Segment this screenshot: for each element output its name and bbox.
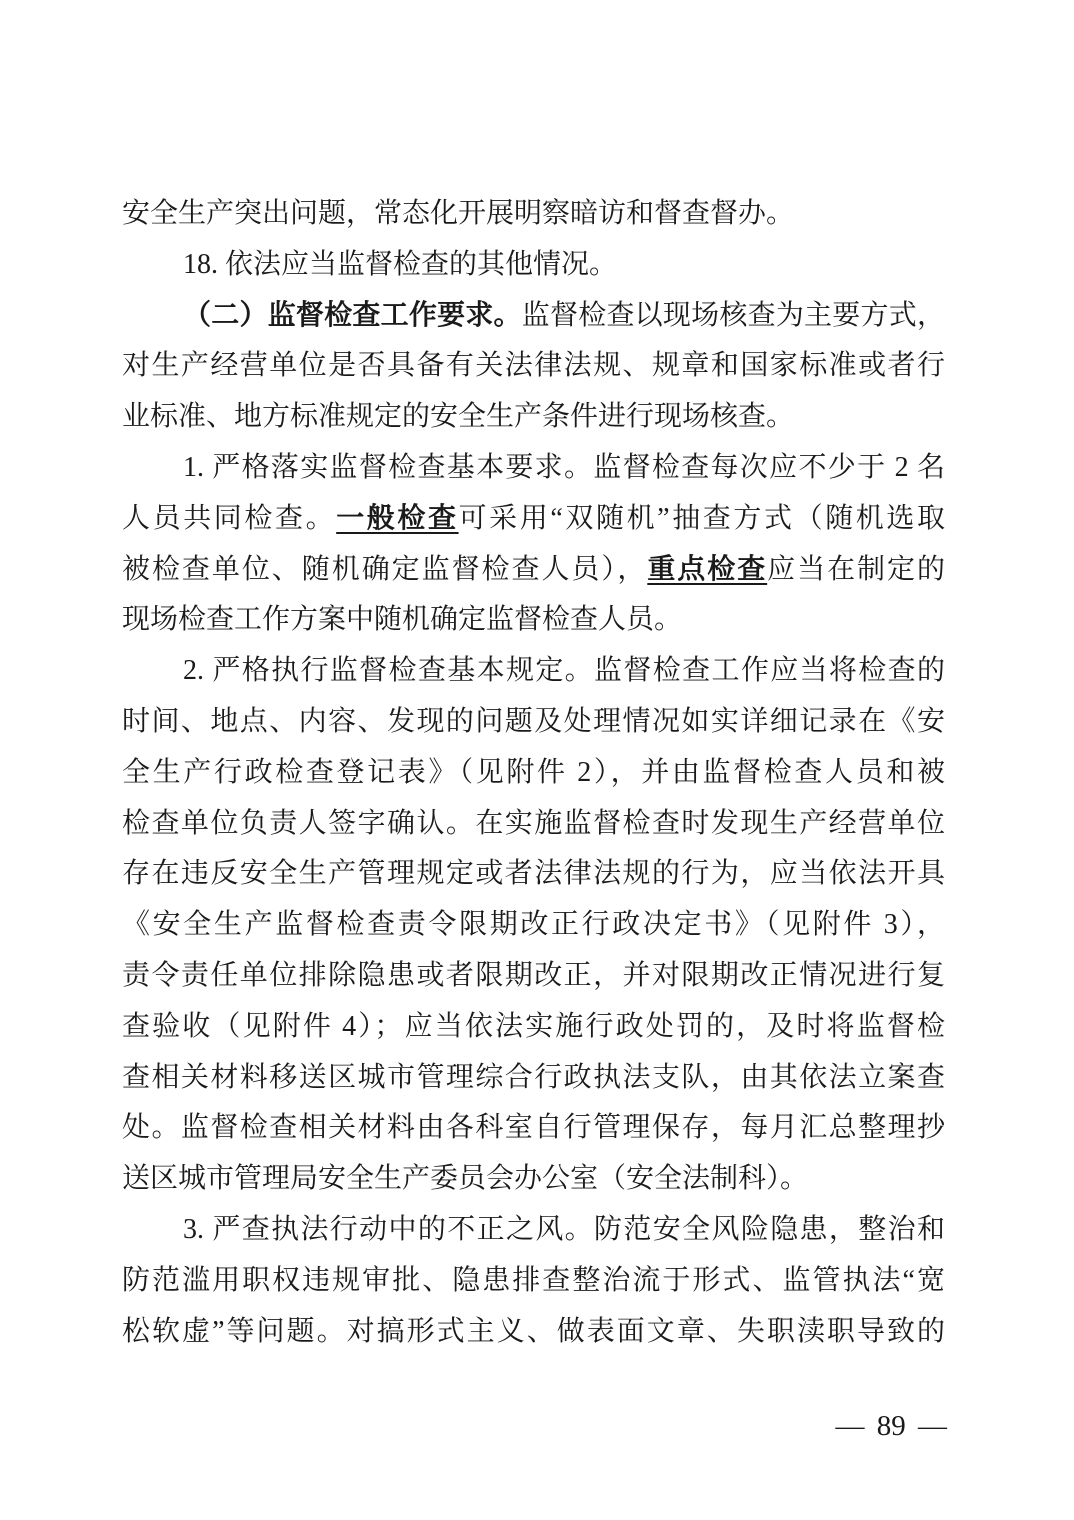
- text-line: [122, 1002, 945, 1053]
- text-line: [122, 189, 945, 240]
- text-line: [122, 240, 945, 291]
- page-number: — 89 —: [835, 1410, 947, 1442]
- text-run: 《安全生产监督检查责令限期改正行政决定书》（见附件 3），: [122, 909, 945, 941]
- text-line: [122, 392, 945, 443]
- text-run: 监督检查以现场核查为主要方式，: [521, 299, 945, 331]
- text-line: [122, 1103, 945, 1154]
- text-line: [122, 341, 945, 392]
- text-line: [122, 1154, 945, 1205]
- document-text-block: [122, 189, 945, 1357]
- text-run: 防范滥用职权违规审批、隐患排查整治流于形式、监管执法“宽: [122, 1264, 945, 1296]
- text-run: 处。监督检查相关材料由各科室自行管理保存，每月汇总整理抄: [122, 1112, 945, 1144]
- emphasis-run: 一般检查: [336, 502, 459, 534]
- text-line: [122, 1307, 945, 1358]
- text-line: [122, 900, 945, 951]
- text-line: [122, 1053, 945, 1104]
- text-line: [122, 799, 945, 850]
- text-line: [122, 646, 945, 697]
- text-run: 安全生产突出问题，常态化开展明察暗访和督查督办。: [122, 198, 795, 229]
- text-run: 查相关材料移送区城市管理综合行政执法支队，由其依法立案查: [122, 1061, 945, 1093]
- text-run: 现场检查工作方案中随机确定监督检查人员。: [122, 604, 683, 636]
- text-line: [122, 951, 945, 1002]
- text-run: 3. 严查执法行动中的不正之风。防范安全风险隐患，整治和: [183, 1213, 945, 1245]
- section-heading: （二）监督检查工作要求。: [183, 299, 522, 331]
- text-run: 对生产经营单位是否具备有关法律法规、规章和国家标准或者行: [122, 350, 945, 382]
- text-line: [122, 1205, 945, 1256]
- text-run: 存在违反安全生产管理规定或者法律法规的行为，应当依法开具: [122, 858, 945, 890]
- emphasis-run: 重点检查: [647, 553, 768, 585]
- text-run: 业标准、地方标准规定的安全生产条件进行现场核查。: [122, 401, 795, 433]
- text-run: 可采用“双随机”抽查方式（随机选取: [458, 502, 945, 534]
- text-run: 时间、地点、内容、发现的问题及处理情况如实详细记录在《安: [122, 705, 945, 737]
- text-line: [122, 748, 945, 799]
- text-run: 责令责任单位排除隐患或者限期改正，并对限期改正情况进行复: [122, 959, 945, 991]
- text-run: 检查单位负责人签字确认。在实施监督检查时发现生产经营单位: [122, 807, 945, 839]
- text-line: [122, 849, 945, 900]
- text-run: 查验收（见附件 4）；应当依法实施行政处罚的，及时将监督检: [122, 1010, 945, 1042]
- text-run: 应当在制定的: [767, 553, 945, 585]
- text-run: 人员共同检查。: [122, 502, 337, 534]
- text-run: 18. 依法应当监督检查的其他情况。: [183, 248, 618, 280]
- text-line: [122, 595, 945, 646]
- text-line: [122, 545, 945, 596]
- text-run: 全生产行政检查登记表》（见附件 2），并由监督检查人员和被: [122, 756, 945, 788]
- text-line: [122, 291, 945, 342]
- text-run: 1. 严格落实监督检查基本要求。监督检查每次应不少于 2 名: [183, 451, 945, 483]
- text-run: 送区城市管理局安全生产委员会办公室（安全法制科）。: [122, 1163, 809, 1195]
- text-line: [122, 1256, 945, 1307]
- text-line: [122, 697, 945, 748]
- text-run: 被检查单位、随机确定监督检查人员），: [122, 553, 648, 585]
- text-line: [122, 443, 945, 494]
- text-run: 松软虚”等问题。对搞形式主义、做表面文章、失职渎职导致的: [122, 1315, 945, 1347]
- text-run: 2. 严格执行监督检查基本规定。监督检查工作应当将检查的: [183, 655, 945, 687]
- text-line: [122, 494, 945, 545]
